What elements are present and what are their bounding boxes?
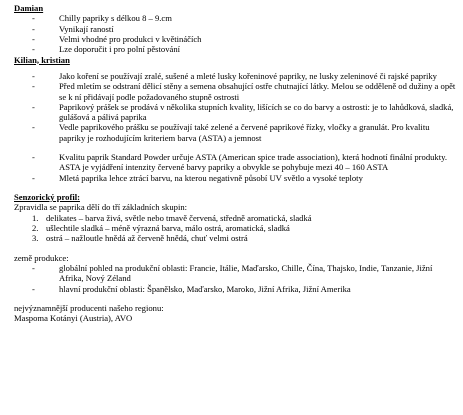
zeme-list (14, 263, 457, 294)
zeme-label: země produkce: (14, 252, 69, 263)
list-item: - globální pohled na produkční oblasti: Francie, Itálie, Maďarsko, Chille, Čína, Thajsko, Indie, Tanzanie, Jižní Afrika, Nový Zéland (32, 263, 457, 284)
list-item: - Před mletím se odstraní dělicí stěny a semena obsahující ostře chutnající látky. Melou se odděleně od dužiny a opět se k ní přidávají podle požadovaného stupně ostrosti (32, 81, 457, 102)
kilian-list (14, 71, 457, 143)
damian-list (14, 13, 457, 54)
list-item: 1. delikates – barva živá, světle nebo tmavě červená, středně aromatická, sladká (32, 212, 312, 223)
list-item: - Vedle paprikového prášku se používají také zelené a červené paprikové řízky, vločky a granulát. Pro kvalitu papriky je rozhodujícím kriteriem barva (ASTA) a jemnost (32, 122, 457, 143)
list-item: 2. ušlechtile sladká – méně výrazná barva, málo ostrá, aromatická, sladká (32, 222, 290, 233)
list-item: - Lze doporučit i pro polní pěstování (32, 44, 457, 54)
section-heading-senzoricky: Senzorický profil: (14, 192, 80, 202)
list-item: - Mletá paprika lehce ztrácí barvu, na kterou negativně působí UV světlo a vysoké teploty (32, 173, 457, 183)
list-item: - Vynikají raností (32, 24, 457, 34)
producenti-label: nejvýznamnější producenti našeho regionu: (14, 302, 164, 313)
list-item: - Chilly papriky s délkou 8 – 9.cm (32, 13, 457, 23)
list-item: - Kvalitu paprik Standard Powder určuje ASTA (American spice trade association), která hodnotí finální produkty. ASTA je vyjádření intenzity červené barvy papriky a obvykle se pohybuje mezi 40 – 160 ASTA (32, 152, 457, 173)
senzoricky-intro: Zpravidla se paprika dělí do tří základních skupin: (14, 202, 188, 213)
list-item: - Velmi vhodné pro produkci v květináčích (32, 34, 457, 44)
list-item: - Jako koření se používají zralé, sušené a mleté lusky kořeninové papriky, ne lusky zeleninové či rajské papriky (32, 71, 457, 81)
section-heading-damian: Damian (14, 3, 44, 13)
list-item: - hlavní produkční oblasti: Španělsko, Maďarsko, Maroko, Jižní Afrika, Jižní Amerika (32, 284, 457, 294)
kilian-list-2 (14, 152, 457, 183)
producenti-value: Maspoma Kotányi (Austria), AVO (14, 313, 133, 324)
list-item: 3. ostrá – nažloutle hnědá až červeně hnědá, chuť velmi ostrá (32, 233, 248, 244)
senzoricky-groups (14, 213, 457, 244)
list-item: - Paprikový prášek se prodává v několika stupních kvality, lišících se co do barvy a ostrosti: je to lahůdková, sladká, gulášová a pálivá paprika (32, 102, 457, 123)
section-heading-kilian: Kilian, kristian (14, 54, 70, 65)
